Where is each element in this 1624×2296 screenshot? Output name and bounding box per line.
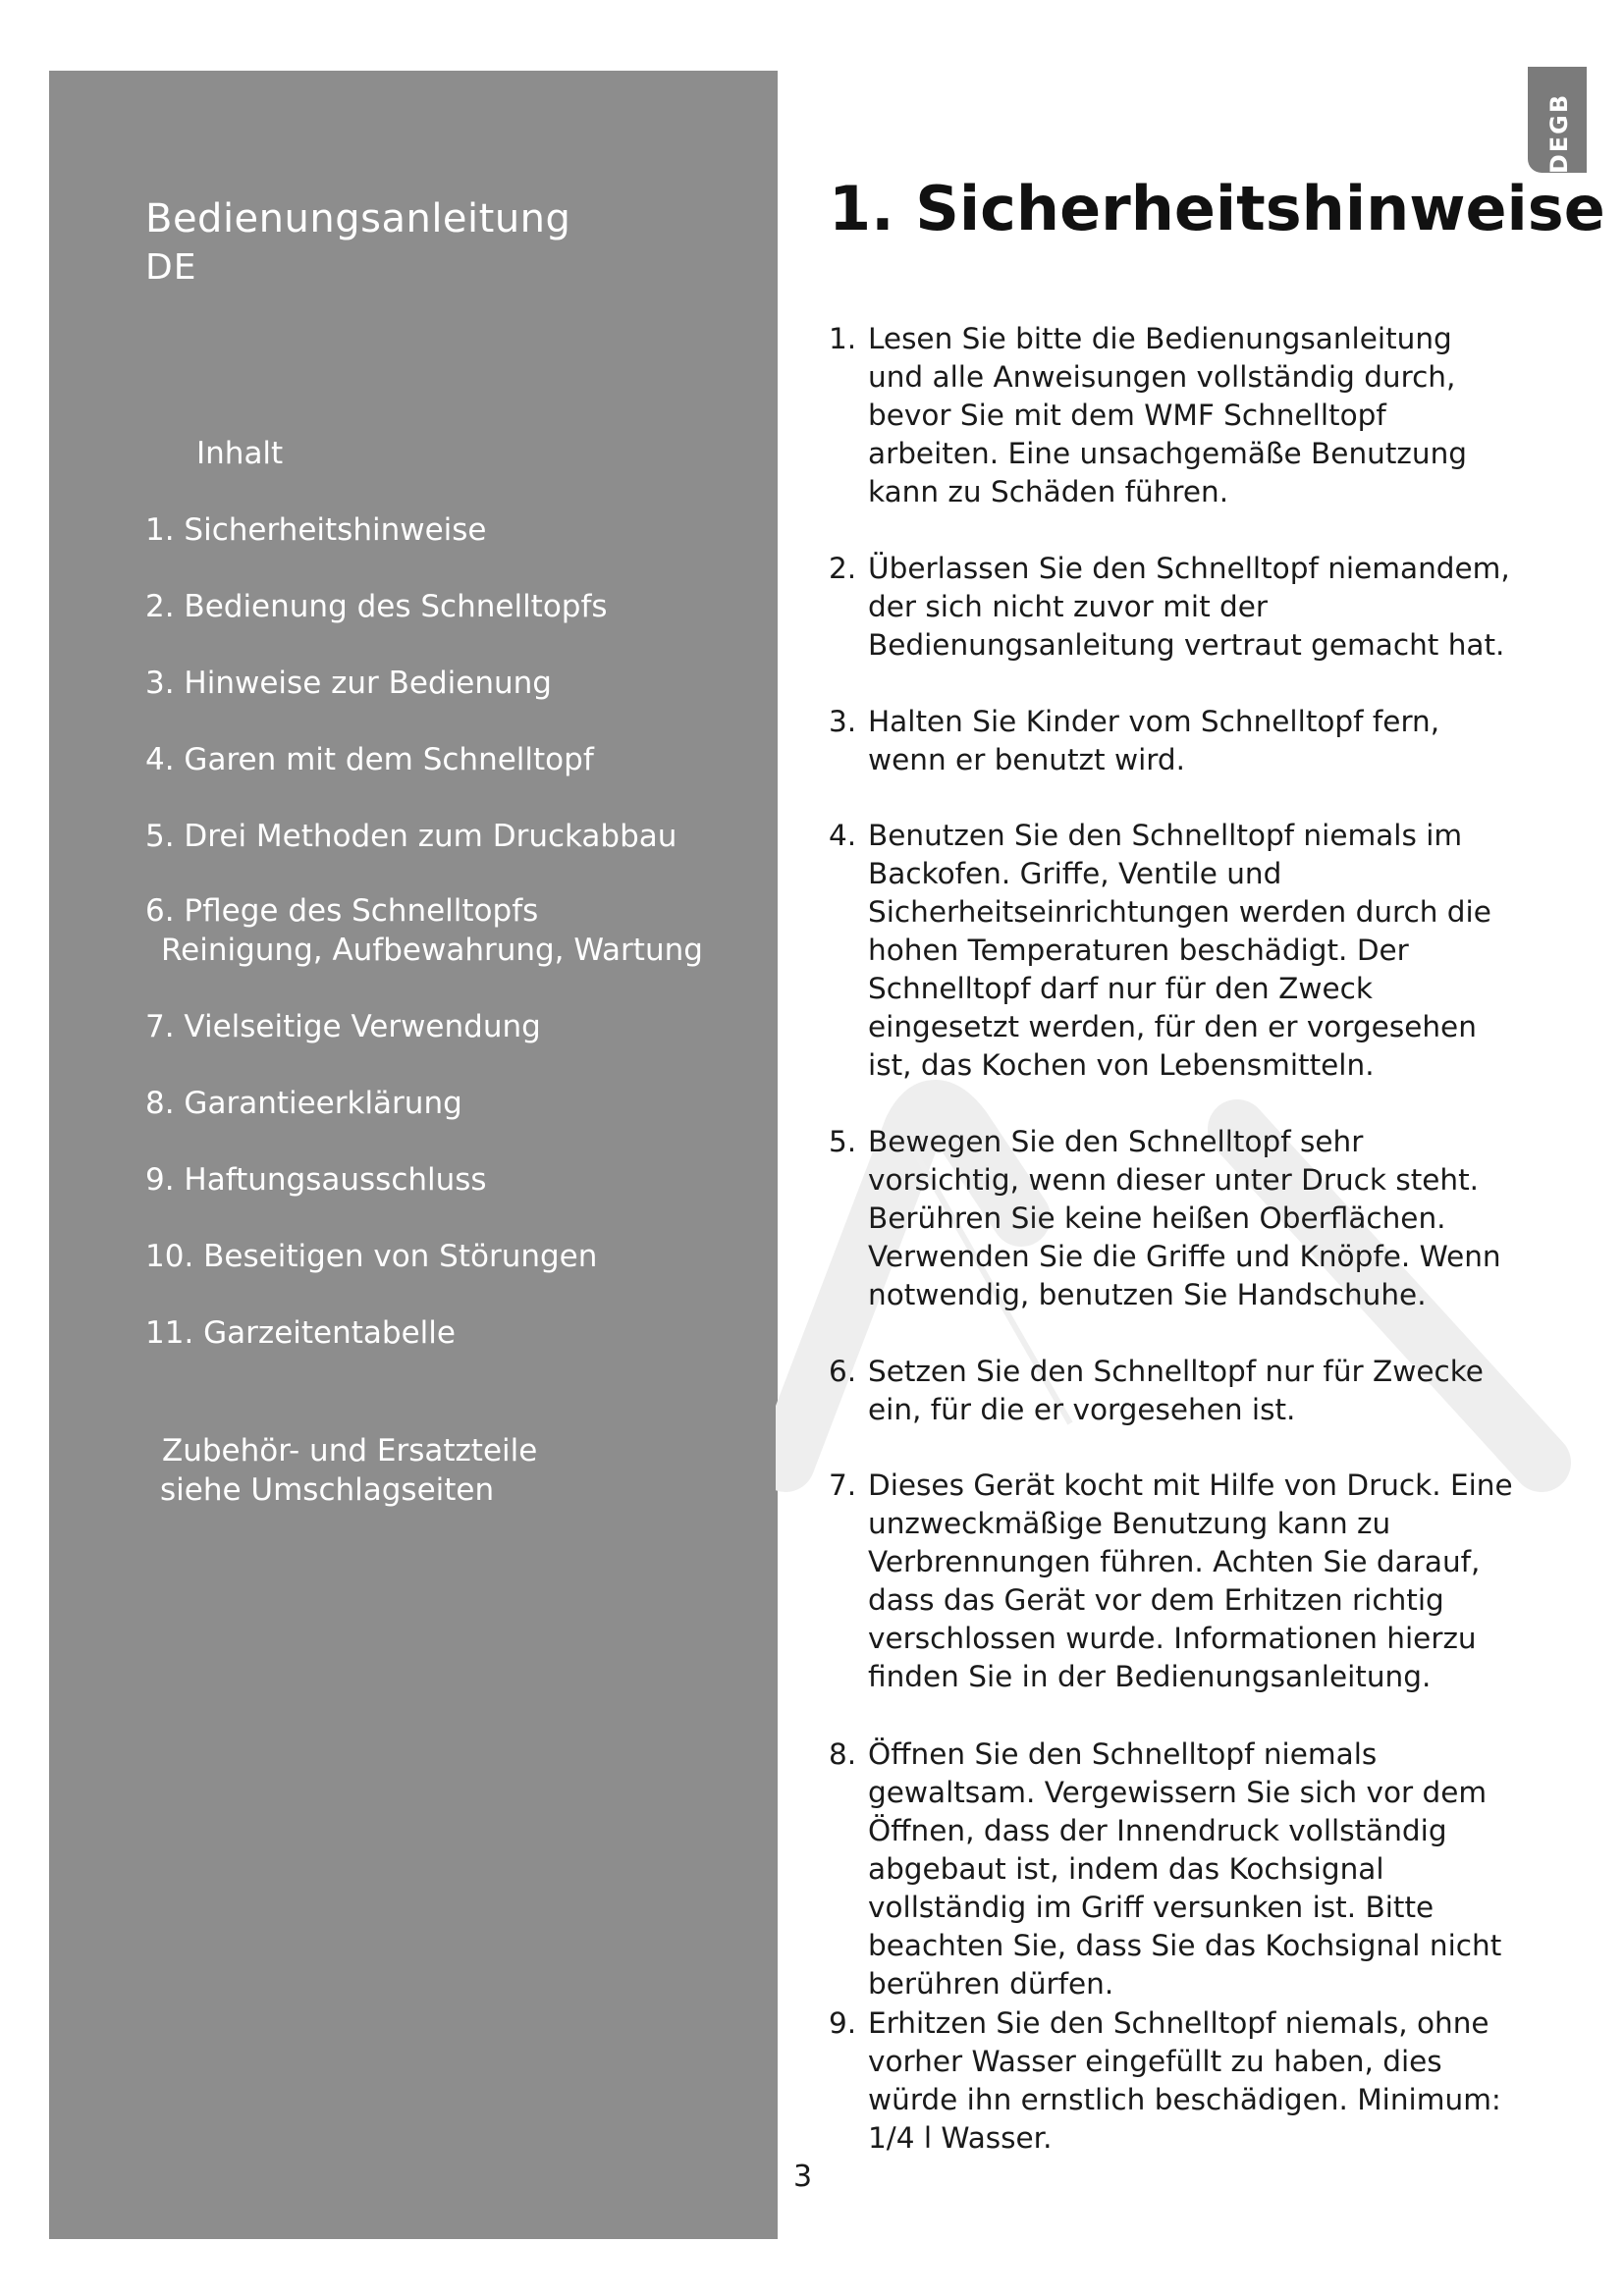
toc-item (145, 1237, 597, 1276)
list-item (829, 1353, 1516, 1429)
toc-item-label: 6. Pflege des Schnelltopfs (145, 893, 539, 929)
accessories-title: Zubehör- und Ersatzteile (162, 1433, 538, 1468)
item-number: 4. (829, 819, 857, 852)
toc-item (145, 1007, 541, 1046)
list-item (829, 703, 1516, 779)
toc-item (145, 1313, 456, 1353)
page-heading: 1. Sicherheitshinweise (829, 173, 1605, 244)
list-item (829, 817, 1516, 1085)
toc-item (145, 1160, 487, 1200)
toc-heading: Inhalt (196, 436, 284, 471)
item-text: Bewegen Sie den Schnelltopf sehr vorsichtig, wenn dieser unter Druck steht. Berühren Sie keine heißen Oberflächen. Verwenden Sie die Griffe und Knöpfe. Wenn notwendig, benutzen Sie Handschuhe. (868, 1125, 1501, 1311)
list-item (829, 1735, 1516, 2003)
item-number: 6. (829, 1355, 857, 1388)
toc-item-label: 2. Bedienung des Schnelltopfs (145, 589, 608, 624)
item-text: Halten Sie Kinder vom Schnelltopf fern, wenn er benutzt wird. (868, 705, 1440, 776)
item-text: Überlassen Sie den Schnelltopf niemandem, der sich nicht zuvor mit der Bedienungsanleitung vertraut gemacht hat. (868, 552, 1510, 662)
manual-title: Bedienungsanleitung (145, 196, 571, 241)
toc-item (145, 891, 703, 970)
toc-item-label: 8. Garantieerklärung (145, 1086, 462, 1121)
toc-item-label: 4. Garen mit dem Schnelltopf (145, 742, 594, 777)
toc-item (145, 664, 552, 703)
toc-item-label: 10. Beseitigen von Störungen (145, 1239, 598, 1274)
toc-item (145, 740, 594, 779)
toc-item-label: 5. Drei Methoden zum Druckabbau (145, 819, 677, 854)
toc-item (145, 510, 487, 550)
language-tab-label: DEGB (1545, 92, 1573, 175)
toc-item-label: 7. Vielseitige Verwendung (145, 1009, 541, 1044)
item-number: 5. (829, 1125, 857, 1158)
page-number: 3 (793, 2160, 813, 2194)
toc-item-label: 3. Hinweise zur Bedienung (145, 666, 552, 701)
toc-item-sublabel: Reinigung, Aufbewahrung, Wartung (161, 933, 703, 968)
item-text: Dieses Gerät kocht mit Hilfe von Druck. Eine unzweckmäßige Benutzung kann zu Verbrennungen führen. Achten Sie darauf, dass das Gerät vor dem Erhitzen richtig verschlossen wurde. Informationen hierzu finden Sie in der Bedienungsanleitung. (868, 1468, 1513, 1693)
language-tab (1528, 67, 1587, 173)
toc-item (145, 587, 608, 626)
language-label: DE (145, 247, 197, 288)
list-item (829, 1123, 1516, 1314)
item-number: 2. (829, 552, 857, 585)
item-text: Erhitzen Sie den Schnelltopf niemals, ohne vorher Wasser eingefüllt zu haben, dies würde ihn ernstlich beschädigen. Minimum: 1/4 l Wasser. (868, 2006, 1501, 2155)
accessories-sub: siehe Umschlagseiten (160, 1472, 495, 1508)
item-number: 9. (829, 2006, 857, 2040)
item-number: 7. (829, 1468, 857, 1502)
list-item (829, 1467, 1516, 1696)
item-text: Benutzen Sie den Schnelltopf niemals im Backofen. Griffe, Ventile und Sicherheitseinrichtungen werden durch die hohen Temperaturen beschädigt. Der Schnelltopf darf nur für den Zweck eingesetzt werden, für den er vorgesehen ist, das Kochen von Lebensmitteln. (868, 819, 1491, 1082)
list-item (829, 320, 1516, 511)
accessories-note (162, 1431, 537, 1510)
toc-item (145, 1084, 462, 1123)
toc-item-label: 1. Sicherheitshinweise (145, 512, 487, 548)
sidebar-panel (49, 71, 778, 2239)
item-number: 1. (829, 322, 857, 355)
item-text: Setzen Sie den Schnelltopf nur für Zwecke ein, für die er vorgesehen ist. (868, 1355, 1484, 1426)
item-number: 8. (829, 1737, 857, 1771)
list-item (829, 2004, 1516, 2158)
toc-item-label: 11. Garzeitentabelle (145, 1315, 456, 1351)
toc-item (145, 817, 677, 856)
item-text: Lesen Sie bitte die Bedienungsanleitung und alle Anweisungen vollständig durch, bevor Sie mit dem WMF Schnelltopf arbeiten. Eine unsachgemäße Benutzung kann zu Schäden führen. (868, 322, 1468, 508)
item-text: Öffnen Sie den Schnelltopf niemals gewaltsam. Vergewissern Sie sich vor dem Öffnen, dass der Innendruck vollständig abgebaut ist, indem das Kochsignal vollständig im Griff versunken ist. Bitte beachten Sie, dass Sie das Kochsignal nicht berühren dürfen. (868, 1737, 1502, 2001)
toc-item-label: 9. Haftungsausschluss (145, 1162, 487, 1198)
item-number: 3. (829, 705, 857, 738)
list-item (829, 550, 1516, 665)
